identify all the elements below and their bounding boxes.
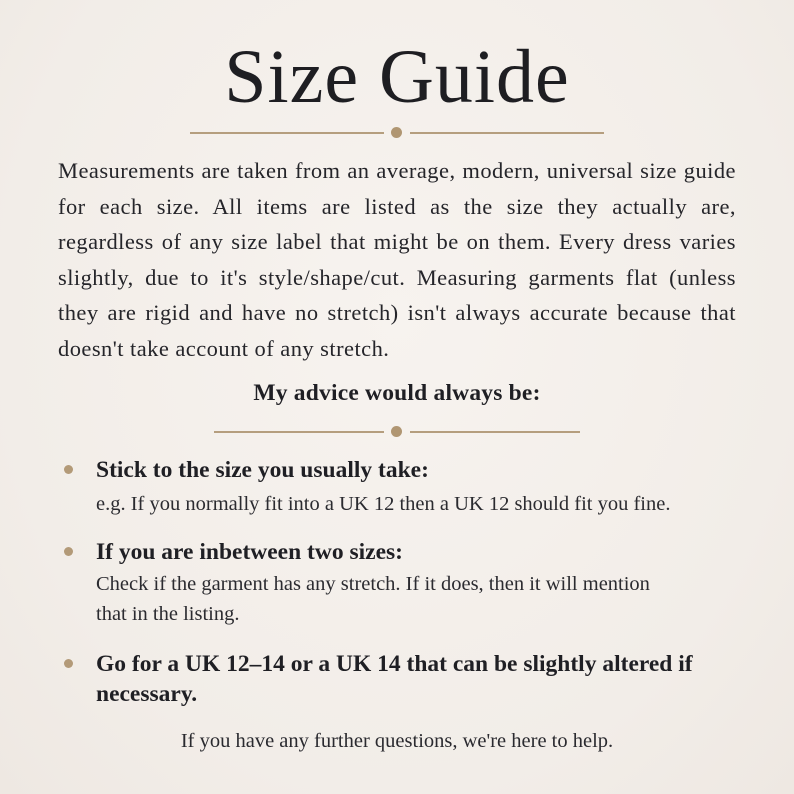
tip-body: Check if the garment has any stretch. If it does, then it will mention that in the listing. (96, 573, 650, 625)
title-divider (190, 127, 604, 139)
page-title: Size Guide (224, 35, 570, 119)
bullet-icon (64, 659, 73, 668)
bullet-icon (64, 465, 73, 474)
advice-divider (214, 426, 580, 438)
advice-heading: My advice would always be: (253, 380, 541, 406)
divider-line-left (214, 431, 384, 433)
divider-line-right (410, 132, 604, 134)
intro-paragraph: Measurements are taken from an average, modern, universal size guide for each size. All items are listed as the size they actually are, regardless of any size label that might be on them. Every dress varies slightly, due to it's style/shape/cut. Measuring garments flat (unless they are rigid and have no stretch) isn't always accurate because that doesn't take account of any stretch. (58, 158, 736, 361)
tip-title: Stick to the size you usually take: (96, 457, 429, 483)
bullet-icon (64, 547, 73, 556)
divider-line-left (190, 132, 384, 134)
closing-note: If you have any further questions, we're here to help. (180, 730, 614, 752)
divider-dot-icon (391, 426, 402, 437)
tip-body: e.g. If you normally fit into a UK 12 then a UK 12 should fit you fine. (96, 493, 671, 515)
divider-line-right (410, 431, 580, 433)
tip-title: If you are inbetween two sizes: (96, 539, 403, 565)
tip-title: Go for a UK 12–14 or a UK 14 that can be slightly altered if necessary. (96, 651, 693, 707)
divider-dot-icon (391, 127, 402, 138)
